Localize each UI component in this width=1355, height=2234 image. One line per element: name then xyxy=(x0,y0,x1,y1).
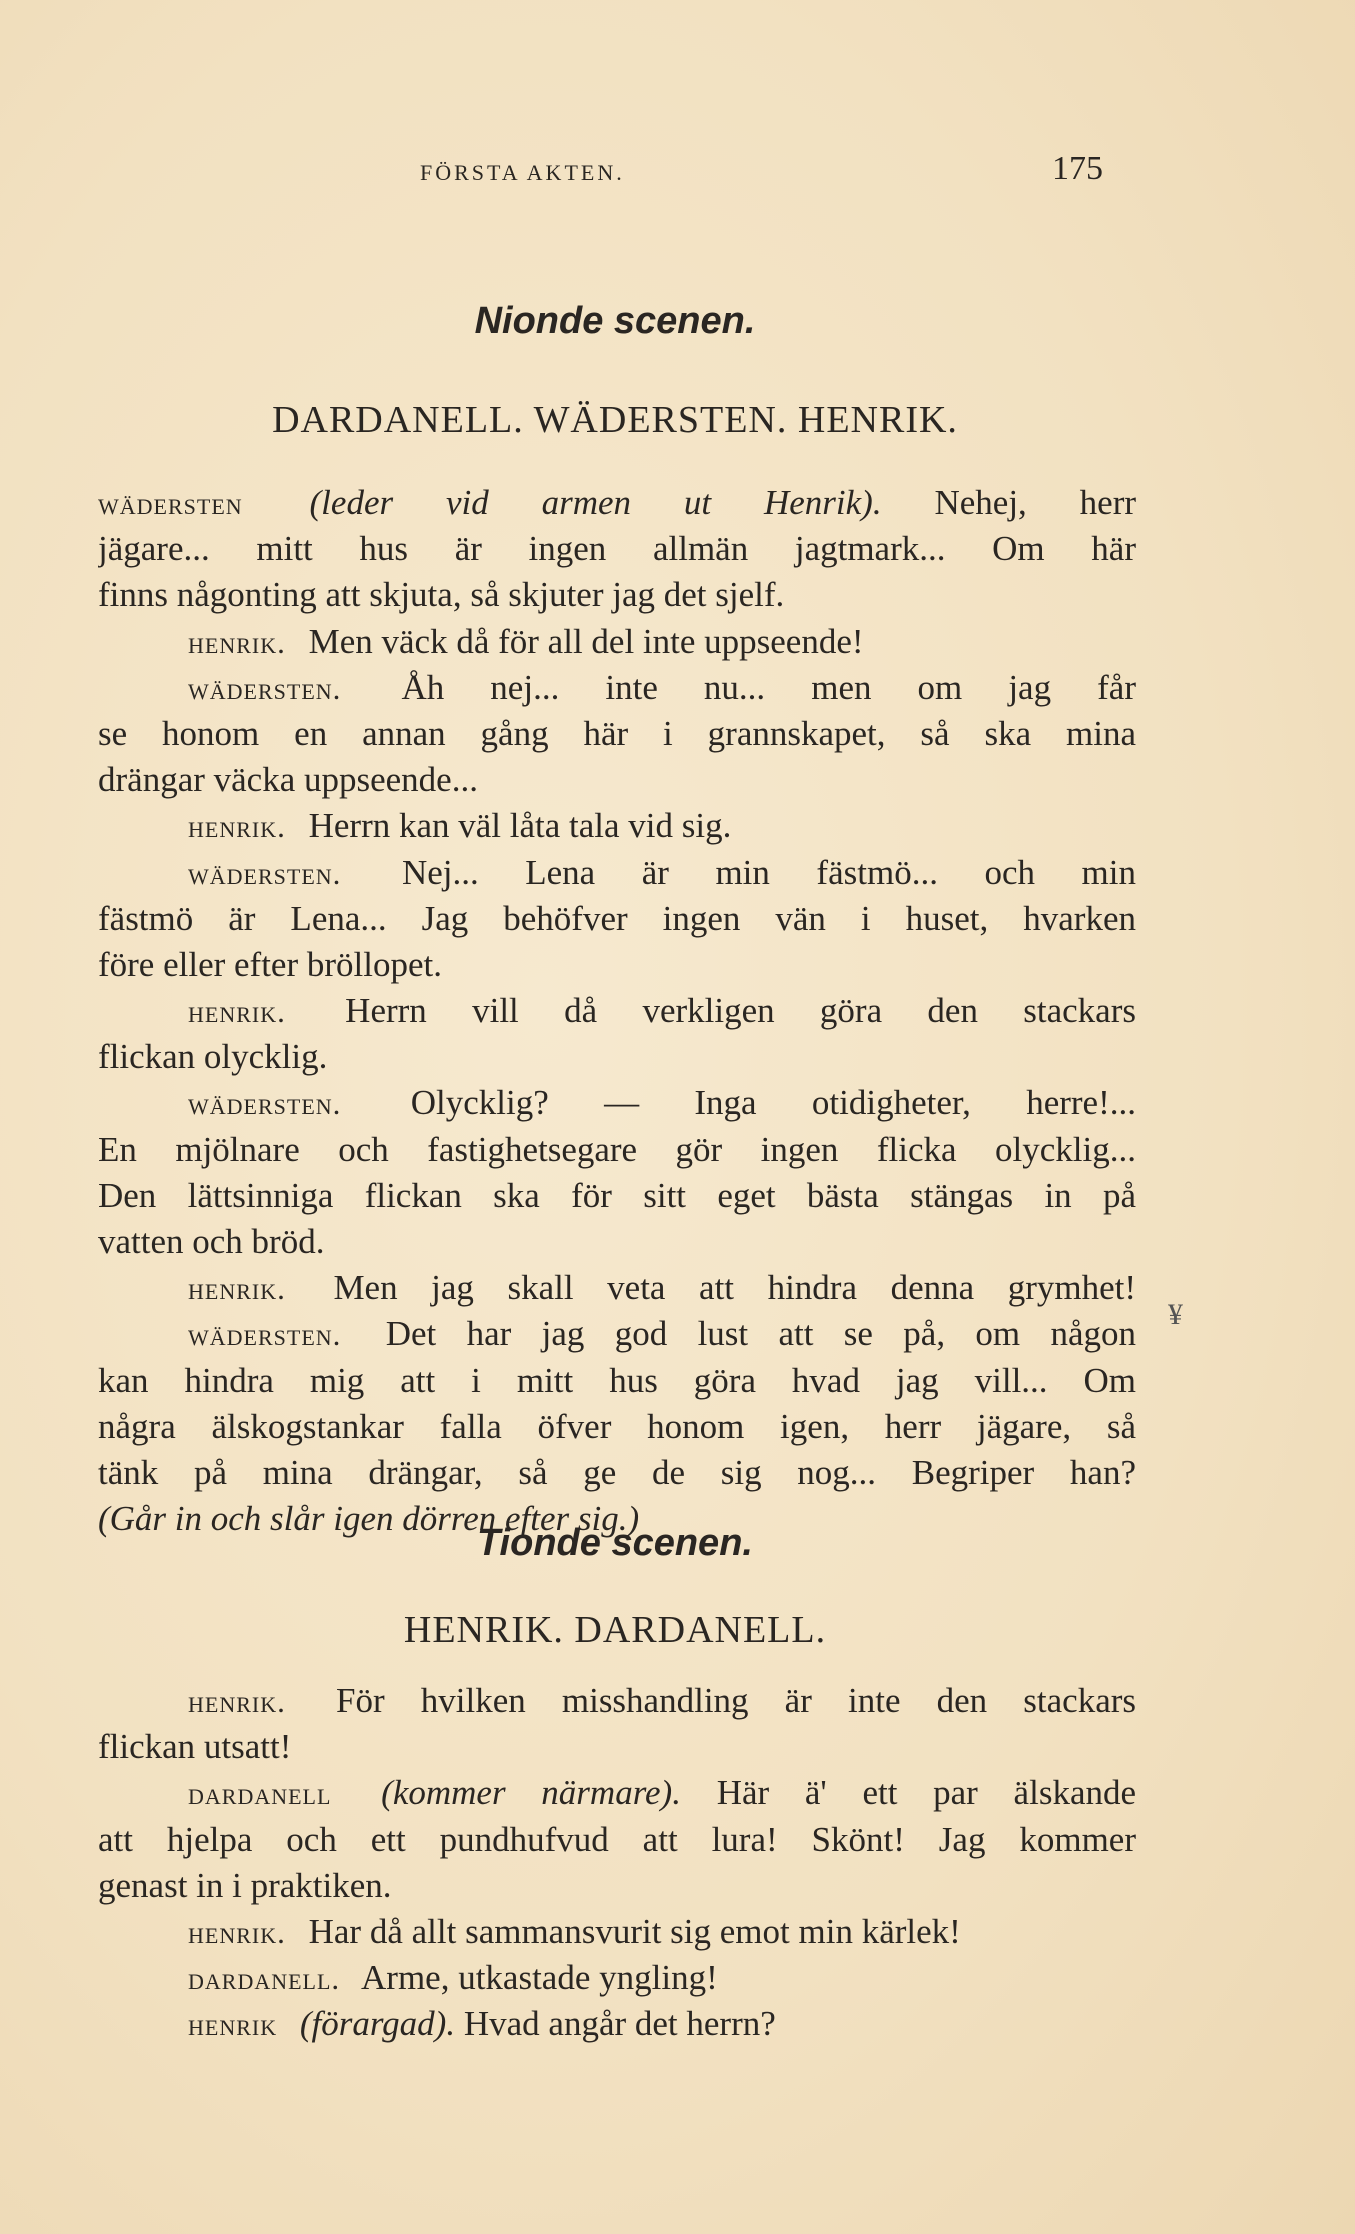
scene-title: Nionde scenen. xyxy=(474,300,756,342)
dialogue-line xyxy=(98,850,1136,896)
dialogue-line xyxy=(98,1265,1136,1311)
cast-list: DARDANELL. WÄDERSTEN. HENRIK. xyxy=(272,399,958,441)
line-text: För hvilken misshandling är inte den stackars xyxy=(336,1681,1136,1720)
line-text: Nej... Lena är min fästmö... och min xyxy=(401,852,1136,892)
stage-direction: (kommer närmare). xyxy=(381,1773,681,1813)
line-text: före eller efter bröllopet. xyxy=(98,944,442,984)
dialogue-line xyxy=(98,1863,1136,1909)
dialogue-line xyxy=(98,1450,1136,1496)
line-text: drängar väcka uppseende... xyxy=(98,760,478,800)
dialogue-line xyxy=(98,942,1136,988)
dialogue-line xyxy=(98,619,1136,665)
dialogue-line xyxy=(98,1173,1136,1219)
line-text: flickan olycklig. xyxy=(98,1037,328,1077)
dialogue-line xyxy=(98,1080,1136,1126)
dialogue-line xyxy=(98,526,1136,572)
dialogue-line xyxy=(98,1311,1136,1357)
speaker-name: wädersten xyxy=(98,486,243,521)
line-text: Men jag skall veta att hindra denna grymhet! xyxy=(333,1268,1136,1308)
dialogue-line xyxy=(98,665,1136,711)
speaker-name: henrik xyxy=(188,2007,278,2043)
stage-direction: (leder vid armen ut Henrik). xyxy=(309,483,882,522)
line-text: Den lättsinniga flickan ska för sitt eget bästa stängas in på xyxy=(98,1175,1136,1215)
speaker-name: henrik. xyxy=(188,1271,286,1307)
line-text: vatten och bröd. xyxy=(98,1222,325,1261)
stage-direction: (förargad). xyxy=(299,2004,456,2044)
dialogue-line xyxy=(98,711,1136,757)
line-text: Det har jag god lust att se på, om någon xyxy=(385,1314,1136,1354)
speaker-name: henrik. xyxy=(188,1914,286,1950)
dialogue-line xyxy=(98,1358,1136,1404)
marginal-mark: ¥ xyxy=(1168,1298,1183,1331)
line-text: Åh nej... inte nu... men om jag får xyxy=(401,667,1136,707)
line-text: tänk på mina drängar, så ge de sig nog... Begriper han? xyxy=(98,1452,1136,1492)
line-text: Har då allt sammansvurit sig emot min kärlek! xyxy=(308,1911,961,1951)
line-text: genast in i praktiken. xyxy=(98,1865,392,1905)
speaker-name: wädersten. xyxy=(188,670,342,706)
scene-title: Tionde scenen. xyxy=(477,1522,753,1564)
dialogue-line xyxy=(98,1770,1136,1816)
line-text: flickan utsatt! xyxy=(98,1727,292,1767)
speaker-name: henrik. xyxy=(188,809,286,845)
dialogue-line xyxy=(98,1955,1136,2001)
dialogue-line xyxy=(98,896,1136,942)
line-text: några älskogstankar falla öfver honom igen, herr jägare, så xyxy=(98,1406,1136,1446)
speaker-name: henrik. xyxy=(188,624,286,660)
line-text: att hjelpa och ett pundhufvud att lura! Skönt! Jag kommer xyxy=(98,1819,1136,1859)
speaker-name: wädersten. xyxy=(188,1317,342,1353)
line-text: Herrn vill då verkligen göra den stackars xyxy=(345,991,1136,1031)
line-text: Herrn kan väl låta tala vid sig. xyxy=(308,806,732,846)
dialogue-line xyxy=(98,1127,1136,1173)
line-text: Arme, utkastade yngling! xyxy=(361,1958,718,1998)
scene-text xyxy=(98,480,1136,1542)
speaker-name: wädersten. xyxy=(188,1086,342,1122)
line-text: se honom en annan gång här i grannskapet, så ska mina xyxy=(98,713,1136,753)
dialogue-line xyxy=(98,480,1136,526)
speaker-name: henrik. xyxy=(188,1684,286,1719)
line-text: Hvad angår det herrn? xyxy=(463,2004,776,2044)
dialogue-line xyxy=(98,1219,1136,1265)
scene-text xyxy=(98,1678,1136,2048)
dialogue-line xyxy=(98,1909,1136,1955)
dialogue-line xyxy=(98,572,1136,618)
dialogue-line xyxy=(98,803,1136,849)
dialogue-line xyxy=(98,757,1136,803)
dialogue-line xyxy=(98,1724,1136,1770)
line-text: Nehej, herr xyxy=(934,483,1136,522)
speaker-name: henrik. xyxy=(188,994,286,1030)
line-text: En mjölnare och fastighetsegare gör ingen flicka olycklig... xyxy=(98,1129,1136,1169)
speaker-name: wädersten. xyxy=(188,855,342,891)
line-text: Här ä' ett par älskande xyxy=(716,1773,1136,1813)
dialogue-line xyxy=(98,1034,1136,1080)
speaker-name: dardanell xyxy=(188,1776,332,1812)
line-text: finns någonting att skjuta, så skjuter jag det sjelf. xyxy=(98,575,785,615)
line-text: Olycklig? — Inga otidigheter, herre!... xyxy=(410,1083,1136,1123)
speaker-name: dardanell. xyxy=(188,1961,341,1997)
line-text: kan hindra mig att i mitt hus göra hvad jag vill... Om xyxy=(98,1360,1136,1400)
running-head: FÖRSTA AKTEN. xyxy=(420,160,625,185)
line-text: jägare... mitt hus är ingen allmän jagtmark... Om här xyxy=(98,529,1136,569)
dialogue-line xyxy=(98,1678,1136,1724)
stage-direction: (Går in och slår igen dörren efter sig.) xyxy=(98,1499,640,1539)
line-text: fästmö är Lena... Jag behöfver ingen vän i huset, hvarken xyxy=(98,898,1136,938)
dialogue-line xyxy=(98,988,1136,1034)
line-text: Men väck då för all del inte uppseende! xyxy=(308,621,864,661)
dialogue-line xyxy=(98,1817,1136,1863)
page-number: 175 xyxy=(1052,150,1103,187)
cast-list: HENRIK. DARDANELL. xyxy=(403,1609,827,1651)
dialogue-line xyxy=(98,2001,1136,2047)
dialogue-line xyxy=(98,1404,1136,1450)
